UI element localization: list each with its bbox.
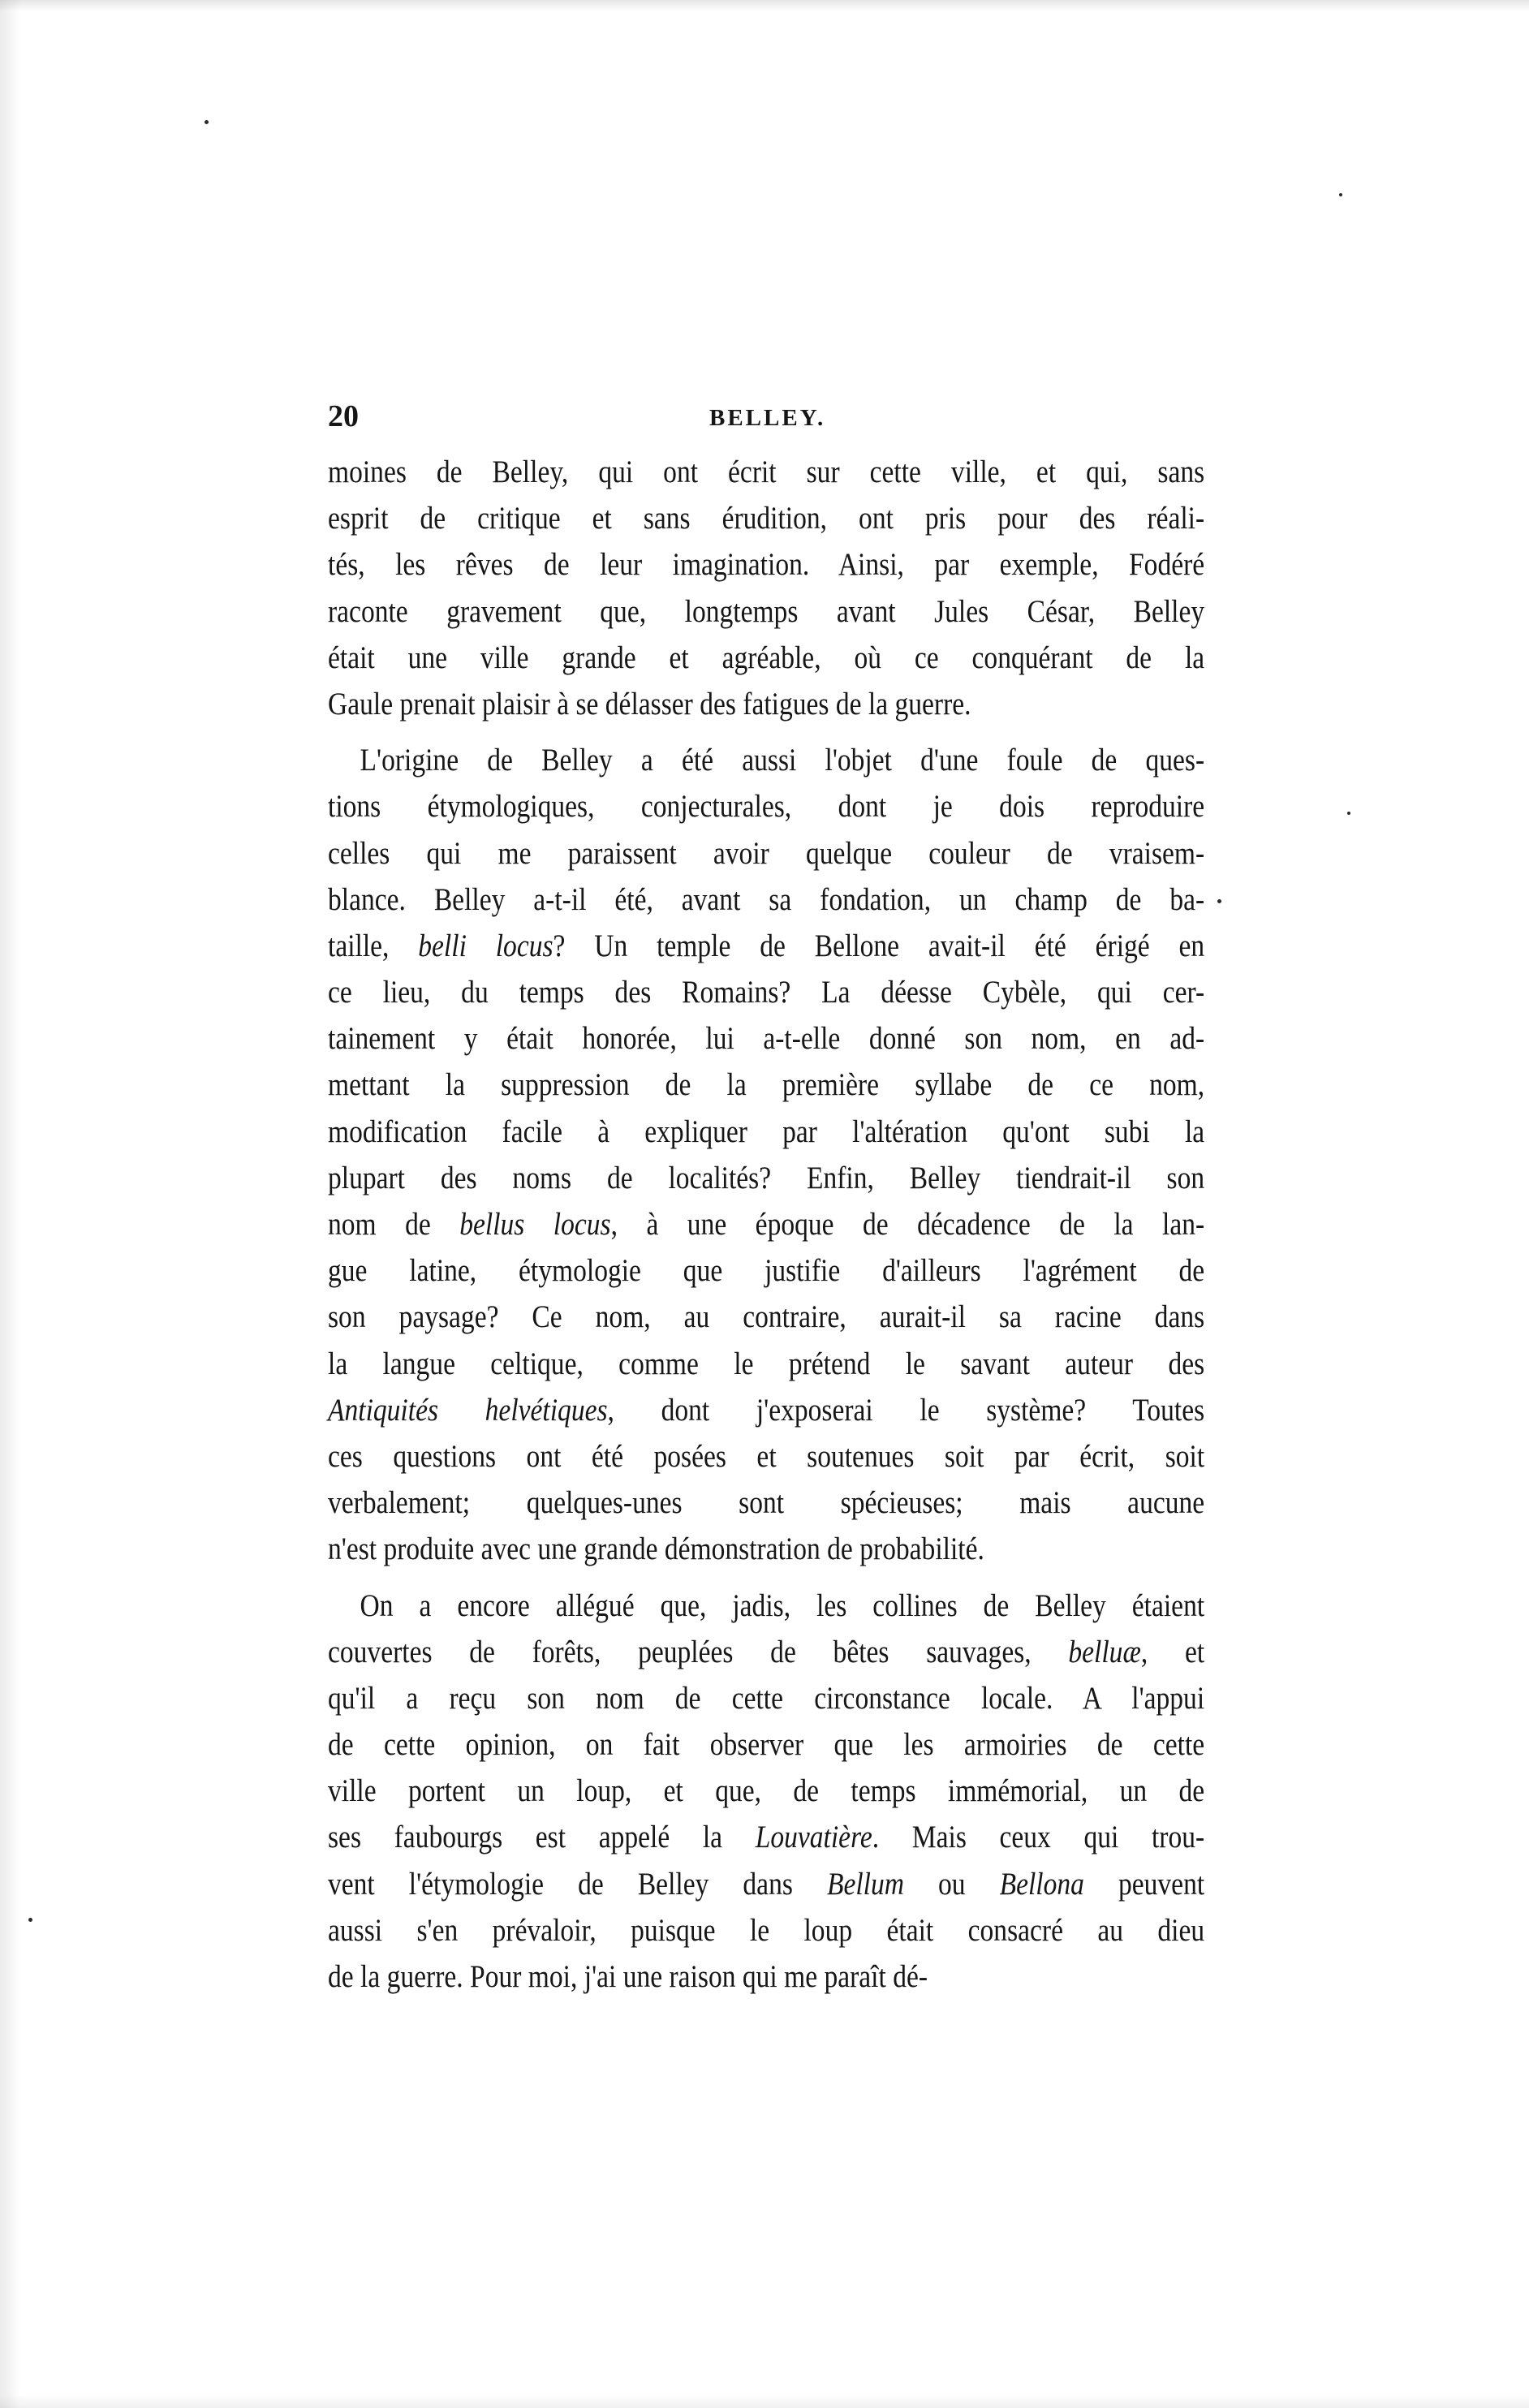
text-line: mettant la suppression de la première syllabe de ce nom, bbox=[328, 1067, 1205, 1103]
paragraph-gap bbox=[328, 1573, 1204, 1583]
text-line: gue latine, étymologie que justifie d'ailleurs l'agrément de bbox=[328, 1253, 1205, 1289]
text-line: ces questions ont été posées et soutenues soit par écrit, soit bbox=[328, 1438, 1205, 1474]
text-line: ses faubourgs est appelé la Louvatière. Mais ceux qui trou- bbox=[328, 1820, 1205, 1855]
italic-term: belli locus bbox=[418, 928, 553, 963]
text-line: ville portent un loup, et que, de temps immémorial, un de bbox=[328, 1773, 1205, 1809]
text-line: nom de bellus locus, à une époque de décadence de la lan- bbox=[328, 1207, 1205, 1242]
scan-edge-left bbox=[0, 0, 21, 2408]
text-line: la langue celtique, comme le prétend le savant auteur des bbox=[328, 1346, 1205, 1381]
paragraph bbox=[328, 1583, 1204, 2001]
text-line: plupart des noms de localités? Enfin, Belley tiendrait-il son bbox=[328, 1160, 1205, 1195]
italic-term: bellus locus bbox=[459, 1207, 611, 1242]
text-line: celles qui me paraissent avoir quelque couleur de vraisem- bbox=[328, 835, 1205, 871]
text-line: esprit de critique et sans érudition, ont pris pour des réali- bbox=[328, 501, 1205, 536]
paragraph-gap bbox=[328, 727, 1204, 737]
text-line: modification facile à expliquer par l'altération qu'ont subi la bbox=[328, 1114, 1205, 1149]
text-line: tainement y était honorée, lui a-t-elle donné son nom, en ad- bbox=[328, 1021, 1205, 1057]
paragraph bbox=[328, 737, 1204, 1572]
scan-speck bbox=[28, 1918, 32, 1922]
text-line: taille, belli locus? Un temple de Bellone avait-il été érigé en bbox=[328, 928, 1205, 963]
text-line: vent l'étymologie de Belley dans Bellum ou Bellona peuvent bbox=[328, 1866, 1205, 1902]
text-line: L'origine de Belley a été aussi l'objet d'une foule de ques- bbox=[360, 743, 1205, 778]
italic-term: Bellum bbox=[826, 1866, 904, 1902]
text-line: On a encore allégué que, jadis, les collines de Belley étaient bbox=[360, 1587, 1205, 1623]
text-line: blance. Belley a-t-il été, avant sa fondation, un champ de ba- bbox=[328, 881, 1205, 917]
scan-edge-top bbox=[0, 0, 1529, 11]
text-line: aussi s'en prévaloir, puisque le loup était consacré au dieu bbox=[328, 1912, 1205, 1948]
italic-term: belluæ bbox=[1068, 1634, 1141, 1669]
paragraph bbox=[328, 449, 1204, 727]
italic-term: Louvatière bbox=[755, 1820, 872, 1855]
text-line: tés, les rêves de leur imagination. Ainsi, par exemple, Fodéré bbox=[328, 547, 1205, 583]
text-line: qu'il a reçu son nom de cette circonstance locale. A l'appui bbox=[328, 1680, 1205, 1716]
text-line: verbalement; quelques-unes sont spécieuses; mais aucune bbox=[328, 1485, 1205, 1521]
scan-speck bbox=[1339, 193, 1342, 196]
text-line: raconte gravement que, longtemps avant Jules César, Belley bbox=[328, 593, 1205, 629]
italic-term: Bellona bbox=[999, 1866, 1084, 1902]
scan-speck bbox=[205, 120, 209, 124]
text-line: de cette opinion, on fait observer que les armoiries de cette bbox=[328, 1727, 1205, 1763]
scan-speck bbox=[1347, 812, 1350, 815]
page-header bbox=[328, 398, 1204, 435]
text-line: son paysage? Ce nom, au contraire, aurait-il sa racine dans bbox=[328, 1299, 1205, 1335]
text-line: était une ville grande et agréable, où ce conquérant de la bbox=[328, 640, 1205, 675]
body-text bbox=[328, 449, 1204, 2000]
italic-term: Antiquités helvétiques bbox=[328, 1392, 608, 1428]
text-line: moines de Belley, qui ont écrit sur cette ville, et qui, sans bbox=[328, 454, 1205, 489]
scan-edge-bottom bbox=[0, 2394, 1529, 2408]
text-line: de la guerre. Pour moi, j'ai une raison qui me paraît dé- bbox=[328, 1959, 928, 1994]
scan-speck bbox=[1217, 899, 1221, 903]
text-line: tions étymologiques, conjecturales, dont je dois reproduire bbox=[328, 789, 1205, 825]
running-head: BELLEY. bbox=[709, 405, 826, 431]
text-line: Gaule prenait plaisir à se délasser des fatigues de la guerre. bbox=[328, 686, 971, 722]
text-line: n'est produite avec une grande démonstration de probabilité. bbox=[328, 1531, 984, 1567]
text-line: couvertes de forêts, peuplées de bêtes sauvages, belluæ, et bbox=[328, 1634, 1205, 1669]
text-line: ce lieu, du temps des Romains? La déesse Cybèle, qui cer- bbox=[328, 975, 1205, 1010]
text-line: Antiquités helvétiques, dont j'exposerai le système? Toutes bbox=[328, 1392, 1205, 1428]
page-number: 20 bbox=[328, 399, 359, 433]
